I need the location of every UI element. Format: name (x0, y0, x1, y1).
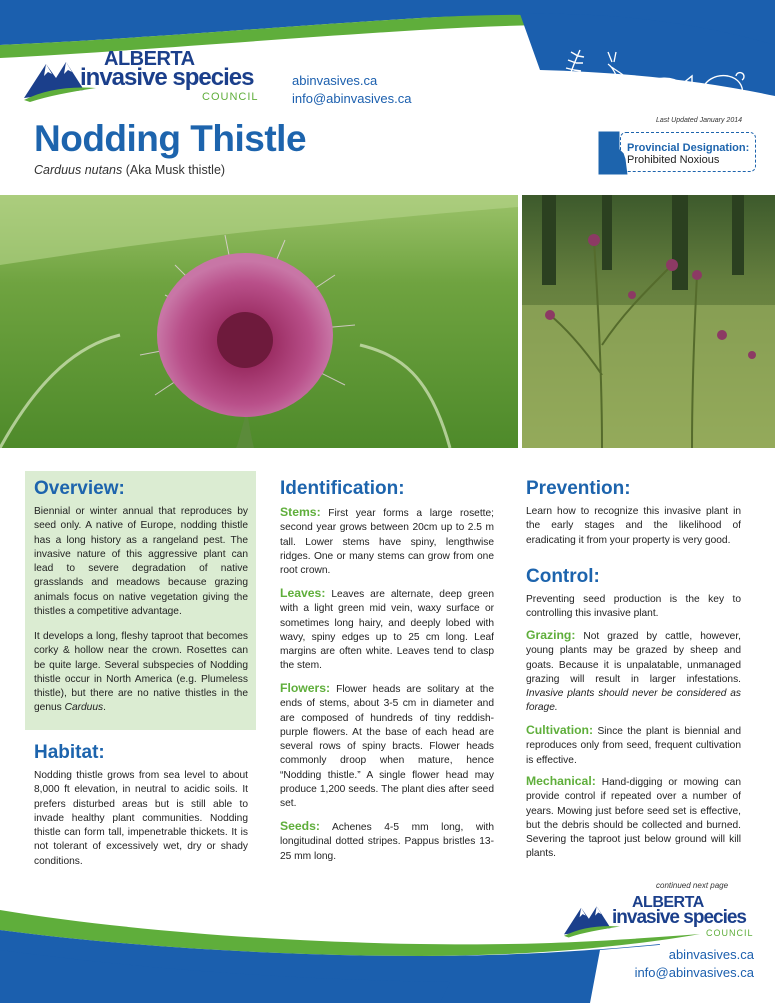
stems-lead: Stems: (280, 505, 321, 519)
footer-website-link[interactable]: abinvasives.ca (668, 947, 754, 962)
flowers-paragraph: Flowers: Flower heads are solitary at the ends of stems, about 3-5 cm in diameter and are composed of hundreds of tiny reddish-purple flowers. At the base of each head are several rows of spiny bracts. Flower heads commonly droop when mature, hence “Nodding thistle.” A single flower head may produce 1,200 seeds. The plant dies after seed set. (280, 681, 494, 810)
stems-paragraph: Stems: First year forms a large rosette; second year grows between 20cm up to 2.5 m tall. Lower stems have spiny, lengthwise ridges. One or many stems can grow from one root crown. (280, 505, 494, 577)
last-updated: Last Updated January 2014 (656, 117, 743, 124)
designation-box (620, 132, 756, 172)
grasshopper-icon (608, 52, 638, 102)
photo-flower-closeup (0, 195, 518, 448)
wheat-icon (562, 50, 584, 102)
leaves-lead: Leaves: (280, 586, 326, 600)
grazing-paragraph: Grazing: Not grazed by cattle, however, young plants may be grazed by sheep and goats. Because it is unpalatable, unmanaged grazing will result in larger infestations. Invasive plants should never be considered as forage. (526, 628, 741, 714)
prevention-heading: Prevention: (526, 478, 631, 499)
mouse-icon (686, 73, 744, 94)
seeds-paragraph: Seeds: Achenes 4-5 mm long, with longitudinal dotted stripes. Pappus bristles 13-25 mm long. (280, 819, 494, 862)
mechanical-lead: Mechanical: (526, 774, 596, 788)
cultivation-paragraph: Cultivation: Since the plant is biennial and reproduces only from seed, frequent cultivation is effective. (526, 723, 741, 766)
habitat-paragraph: Nodding thistle grows from sea level to about 8,000 ft elevation, in neutral to acidic soils. It prefers disturbed areas but is still able to invade healthy plant communities. Nodding thistle can form tall, impenetrable thickets. It is not tolerant of excessively wet, dry or shady conditions. (34, 770, 248, 867)
overview-paragraph-2: It develops a long, fleshy taproot that becomes corky & hollow near the crown. Rosettes can be quite large. Several subspecies of Nodding thistle occur in North America (e.g. Plumeless thistle), but there are no native thistles in the genus Carduus. (34, 631, 248, 714)
logo-alberta-text: ALBERTA (104, 48, 195, 70)
overview-heading: Overview: (34, 478, 125, 499)
designation-label: Provincial Designation: (627, 142, 750, 154)
header-contact (292, 72, 411, 108)
header-website-link[interactable]: abinvasives.ca (292, 73, 378, 88)
fish-icon (645, 76, 692, 92)
org-logo[interactable] (24, 48, 264, 108)
overview-paragraph-1: Biennial or winter annual that reproduces by seed only. A native of Europe, nodding thistle has a long history as a rangeland pest. The invasive nature of this aggressive plant can lead to severe degradation of native grasslands and meadows because grazing animals focus on native vegetation giving the thistles a competitive advantage. (34, 506, 248, 618)
logo-council-text: COUNCIL (706, 928, 754, 938)
page-title: Nodding Thistle (34, 118, 307, 159)
common-alias: (Aka Musk thistle) (122, 163, 226, 177)
logo-alberta-text: ALBERTA (632, 894, 704, 911)
header-icons (550, 46, 755, 106)
logo-invasive-text: invasive species (612, 907, 746, 928)
footer-email-link[interactable]: info@abinvasives.ca (634, 965, 754, 980)
header-email-link[interactable]: info@abinvasives.ca (292, 91, 412, 106)
genus-name: Carduus (64, 702, 104, 714)
seeds-lead: Seeds: (280, 819, 320, 833)
scientific-name: Carduus nutans (34, 163, 123, 177)
habitat-heading: Habitat: (34, 742, 105, 763)
footer-logo[interactable] (564, 894, 764, 944)
photo-field-plants (522, 195, 775, 448)
prevention-paragraph: Learn how to recognize this invasive plant in the early stages and the likelihood of eradicating it from your property is very good. (526, 506, 741, 546)
flowers-lead: Flowers: (280, 681, 331, 695)
designation-value: Prohibited Noxious (627, 154, 720, 166)
logo-invasive-text: invasive species (80, 64, 254, 91)
leaves-paragraph: Leaves: Leaves are alternate, deep green with a light green mid vein, waxy surface or sometimes long hairy, and deeply lobed with wavy, spiny edges up to 25 cm long. Leaf margins are often white. Leaves tend to clasp the stem. (280, 586, 494, 672)
page-subtitle (34, 163, 225, 177)
grazing-lead: Grazing: (526, 628, 576, 642)
footer-contact (624, 946, 754, 982)
identification-heading: Identification: (280, 478, 405, 499)
control-heading: Control: (526, 566, 600, 587)
cultivation-lead: Cultivation: (526, 723, 594, 737)
mechanical-paragraph: Mechanical: Hand-digging or mowing can provide control if repeated over a number of years. Mowing just before seed set is effective, but the debris should be collected and burned. Severing the taproot just below ground will kill plants. (526, 774, 741, 860)
continued-note: continued next page (656, 881, 729, 890)
logo-council-text: COUNCIL (202, 91, 259, 103)
control-paragraph: Preventing seed production is the key to controlling this invasive plant. (526, 594, 741, 620)
